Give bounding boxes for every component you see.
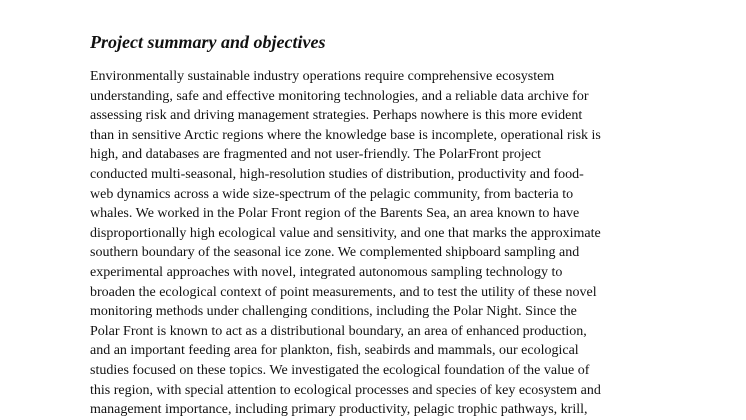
paragraph-line: and an important feeding area for plankton, fish, seabirds and mammals, our ecological (90, 343, 579, 359)
paragraph-line: understanding, safe and effective monitoring technologies, and a reliable data archive for (90, 88, 589, 104)
paragraph-line: management importance, including primary productivity, pelagic trophic pathways, krill, (90, 402, 588, 418)
paragraph-line: whales. We worked in the Polar Front region of the Barents Sea, an area known to have (90, 206, 580, 222)
paragraph-line: assessing risk and driving management strategies. Perhaps nowhere is this more evident (90, 108, 583, 124)
summary-paragraph (90, 67, 601, 420)
paragraph-line: studies focused on these topics. We investigated the ecological foundation of the value of (90, 362, 590, 378)
paragraph-line: web dynamics across a wide size-spectrum of the pelagic community, from bacteria to (90, 186, 574, 202)
paragraph-line: high, and databases are fragmented and not user-friendly. The PolarFront project (90, 147, 542, 163)
paragraph-line: monitoring methods under challenging conditions, including the Polar Night. Since the (90, 304, 577, 320)
paragraph-line: than in sensitive Arctic regions where the knowledge base is incomplete, operational risk is (90, 127, 601, 143)
paragraph-line: experimental approaches with novel, integrated autonomous sampling technology to (90, 264, 563, 280)
section-heading: Project summary and objectives (90, 32, 326, 52)
paragraph-line: broaden the ecological context of point measurements, and to test the utility of these novel (90, 284, 597, 300)
paragraph-line: southern boundary of the seasonal ice zone. We complemented shipboard sampling and (90, 245, 580, 261)
paragraph-line: conducted multi-seasonal, high-resolution studies of distribution, productivity and food- (90, 166, 584, 182)
paragraph-line: Polar Front is known to act as a distributional boundary, an area of enhanced production, (90, 323, 587, 339)
paragraph-line: this region, with special attention to ecological processes and species of key ecosystem and (90, 382, 601, 398)
paragraph-line: disproportionally high ecological value and sensitivity, and one that marks the approximate (90, 225, 601, 241)
paragraph-line: Environmentally sustainable industry operations require comprehensive ecosystem (90, 69, 555, 84)
